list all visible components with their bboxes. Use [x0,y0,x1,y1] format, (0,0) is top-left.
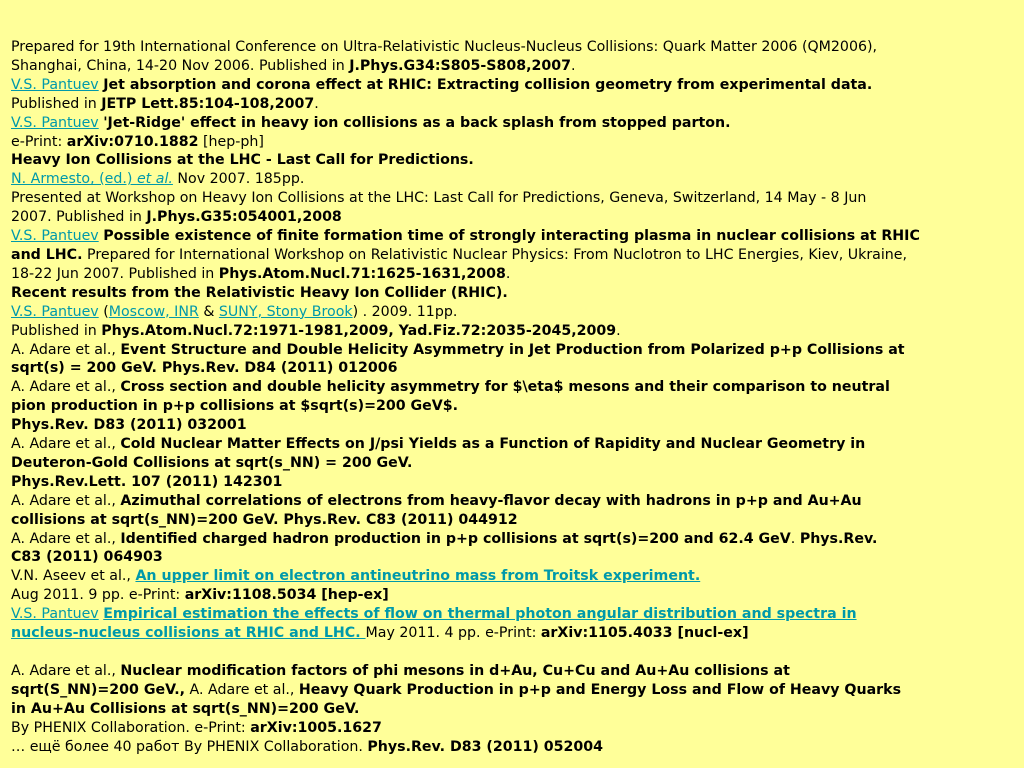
reference-link[interactable]: V.S. Pantuev [11,76,99,93]
reference-link[interactable]: An upper limit on electron antineutrino mass from Troitsk experiment. [135,568,701,585]
plain-text: Prepared for International Workshop on Relativistic Nuclear Physics: From Nuclotron to LHC Energies, Kiev, Ukraine, [82,246,908,263]
bold-text: Phys.Atom.Nucl.72:1971-1981,2009, Yad.Fiz.72:2035-2045,2009 [101,322,617,339]
text-line [11,227,1016,246]
plain-text: 18-22 Jun 2007. Published in [11,265,219,282]
text-line [11,719,1016,738]
text-line [11,284,1016,303]
text-line [11,700,1016,719]
text-line [11,662,1016,681]
bold-text: J.Phys.G35:054001,2008 [146,209,342,226]
text-line [11,76,1016,95]
bold-text: Heavy Quark Production in p+p and Energy Loss and Flow of Heavy Quarks [298,681,902,698]
plain-text: ( [98,303,109,320]
plain-text: 2007. Published in [11,209,147,226]
text-line [11,548,1016,567]
text-line [11,511,1016,530]
bold-text: arXiv:1108.5034 [hep-ex] [184,587,389,604]
bold-text: Identified charged hadron production in p+p collisions at sqrt(s)=200 and 62.4 GeV [120,530,791,547]
plain-text: . [790,530,800,547]
bold-text: Recent results from the Relativistic Heavy Ion Collider (RHIC). [11,284,508,301]
text-line [11,303,1016,322]
bold-text: JETP Lett.85:104-108,2007 [101,95,315,112]
plain-text: A. Adare et al., [11,379,121,396]
text-line [11,208,1016,227]
text-line [11,530,1016,549]
text-line [11,151,1016,170]
text-line [11,359,1016,378]
plain-text: Nov 2007. 185pp. [172,171,305,188]
bold-text: Nuclear modification factors of phi mesons in d+Au, Cu+Cu and Au+Au collisions at [120,662,790,679]
plain-text: e-Print: [11,133,67,150]
reference-link[interactable]: V.S. Pantuev [11,114,99,131]
text-line [11,435,1016,454]
plain-text: [hep-ph] [198,133,264,150]
text-line [11,95,1016,114]
text-line [11,567,1016,586]
bold-text: Phys.Rev. D83 (2011) 032001 [11,417,247,434]
text-line [11,322,1016,341]
text-line [11,114,1016,133]
bold-text: Cross section and double helicity asymmetry for $\eta$ mesons and their comparison to neutral [120,379,890,396]
plain-text: . [314,95,319,112]
bold-text: collisions at sqrt(s_NN)=200 GeV. Phys.Rev. C83 (2011) 044912 [11,511,518,528]
plain-text: V.N. Aseev et al., [11,568,136,585]
bold-text: Phys.Rev. [799,530,878,547]
text-line [11,586,1016,605]
plain-text: By PHENIX Collaboration. e-Print: [11,719,251,736]
plain-text: Shanghai, China, 14-20 Nov 2006. Published in [11,57,350,74]
reference-link[interactable]: V.S. Pantuev [11,228,99,245]
plain-text: . [570,57,576,74]
bold-text: Possible existence of finite formation time of strongly interacting plasma in nuclear collisions at RHIC [103,228,920,245]
bold-text: Phys.Atom.Nucl.71:1625-1631,2008 [218,265,506,282]
bold-text: Event Structure and Double Helicity Asymmetry in Jet Production from Polarized p+p Collisions at [120,341,905,358]
bold-text: Heavy Ion Collisions at the LHC - Last Call for Predictions. [11,152,474,169]
plain-text: Published in [11,322,102,339]
bold-text: in Au+Au Collisions at sqrt(s_NN)=200 GeV. [11,700,360,717]
plain-text: ) . 2009. 11pp. [352,303,458,320]
plain-text: Published in [11,95,102,112]
bold-text: J.Phys.G34:S805-S808,2007 [349,57,571,74]
bold-text: arXiv:1105.4033 [nucl-ex] [540,625,749,642]
plain-text: Prepared for 19th International Conference on Ultra-Relativistic Nucleus-Nucleus Collisions: Quark Matter 2006 (QM2006), [11,39,878,55]
plain-text: A. Adare et al., [11,530,121,547]
text-line [11,473,1016,492]
plain-text: A. Adare et al., [11,662,121,679]
plain-text: A. Adare et al., [185,681,299,698]
bold-text: sqrt(S_NN)=200 GeV., [11,681,186,698]
bold-text: Jet absorption and corona effect at RHIC: Extracting collision geometry from experimental data. [103,76,873,93]
text-line [11,416,1016,435]
text-line [11,605,1016,624]
text-line [11,738,1016,757]
text-line [11,341,1016,360]
plain-text: & [198,303,219,320]
text-line [11,454,1016,473]
text-line [11,170,1016,189]
bold-text: Azimuthal correlations of electrons from heavy-flavor decay with hadrons in p+p and Au+Au [120,492,862,509]
text-line [11,378,1016,397]
text-line [11,492,1016,511]
bold-text: sqrt(s) = 200 GeV. Phys.Rev. D84 (2011) 012006 [11,360,398,377]
bold-text: arXiv:0710.1882 [66,133,199,150]
plain-text: A. Adare et al., [11,341,121,358]
publication-list [11,38,1016,756]
text-line [11,133,1016,152]
reference-link[interactable]: N. Armesto, (ed.) [11,171,137,188]
bold-text: 'Jet-Ridge' effect in heavy ion collisions as a back splash from stopped parton. [103,114,731,131]
plain-text: Aug 2011. 9 pp. e-Print: [11,587,185,604]
reference-link[interactable]: V.S. Pantuev [11,606,99,623]
plain-text: . [505,265,511,282]
text-line [11,246,1016,265]
bold-text: Phys.Rev. D83 (2011) 052004 [367,738,604,755]
text-line [11,265,1016,284]
bold-text: and LHC. [11,246,83,263]
blank-line [11,643,1016,662]
plain-text: A. Adare et al., [11,436,121,453]
bold-text: arXiv:1005.1627 [250,719,382,736]
text-line [11,681,1016,700]
plain-text: … ещё более 40 работ By PHENIX Collaboration. [11,738,368,755]
reference-link[interactable]: Empirical estimation the effects of flow on thermal photon angular distribution and spectra in [103,606,857,623]
reference-link[interactable]: Moscow, INR [108,303,199,320]
plain-text: Presented at Workshop on Heavy Ion Collisions at the LHC: Last Call for Predictions, Geneva, Switzerland, 14 May - 8 Jun [11,190,867,207]
text-line [11,38,1016,57]
text-line [11,189,1016,208]
reference-link[interactable]: V.S. Pantuev [11,303,99,320]
text-line [11,397,1016,416]
plain-text: A. Adare et al., [11,492,121,509]
reference-link[interactable]: et al. [136,171,173,188]
reference-link[interactable]: nucleus-nucleus collisions at RHIC and LHC. [11,625,366,642]
bold-text: Phys.Rev.Lett. 107 (2011) 142301 [11,473,283,490]
text-line [11,57,1016,76]
bold-text: Deuteron-Gold Collisions at sqrt(s_NN) = 200 GeV. [11,454,413,471]
plain-text: . [616,322,621,339]
bold-text: pion production in p+p collisions at $sqrt(s)=200 GeV$. [11,398,459,415]
text-line [11,624,1016,643]
bold-text: Cold Nuclear Matter Effects on J/psi Yields as a Function of Rapidity and Nuclear Geometry in [120,436,866,453]
bold-text: C83 (2011) 064903 [11,549,163,566]
plain-text: May 2011. 4 pp. e-Print: [365,625,541,642]
reference-link[interactable]: SUNY, Stony Brook [218,303,353,320]
